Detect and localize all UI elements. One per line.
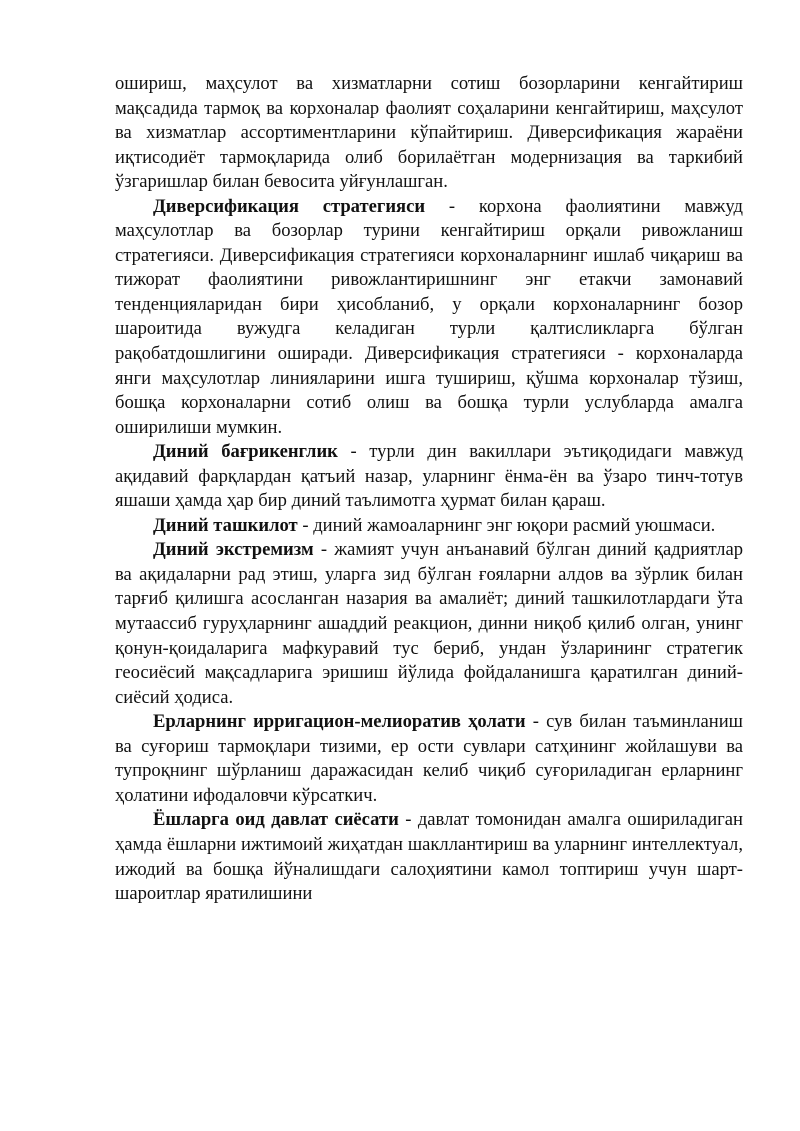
definition-term: Ерларнинг ирригацион-мелиоратив ҳолати: [153, 711, 526, 733]
definition-text: - диний жамоаларнинг энг юқори расмий уюшмаси.: [297, 514, 716, 536]
definition-land-irrigation-state: [115, 710, 743, 808]
definition-term: Ёшларга оид давлат сиёсати: [153, 809, 399, 831]
definition-diversification-strategy: [115, 195, 743, 440]
definition-term: Диний бағрикенглик: [153, 441, 338, 463]
definition-religious-organization: [115, 514, 743, 539]
document-page: [115, 72, 743, 907]
paragraph-text: ошириш, маҳсулот ва хизматларни сотиш бозорларини кенгайтириш мақсадида тармоқ ва корхоналар фаолият соҳаларини кенгайтириш, маҳсулот ва хизматлар ассортиментларини кўпайтириш. Диверсификация жараёни иқтисодиёт тармоқларида олиб борилаётган модернизация ва таркибий ўзгаришлар билан бевосита уйғунлашган.: [115, 73, 743, 193]
definition-term: Диний экстремизм: [153, 539, 314, 561]
definition-religious-extremism: [115, 538, 743, 710]
definition-term: Диний ташкилот: [153, 514, 298, 536]
definition-youth-state-policy: [115, 808, 743, 906]
definition-text: - жамият учун анъанавий бўлган диний қадриятлар ва ақидаларни рад этиш, уларга зид бўлган ғояларни алдов ва зўрлик билан тарғиб қилишга асосланган назария ва амалиёт; диний ташкилотлардаги ўта мутаассиб гуруҳларнинг ашаддий реакцион, динни ниқоб қилиб олган, унинг қонун-қоидаларига мафкуравий тус бериб, ундан ўзларининг стратегик геосиёсий мақсадларига эришиш йўлида фойдаланишга қаратилган диний-сиёсий ҳодиса.: [115, 539, 743, 708]
definition-religious-tolerance: [115, 440, 743, 514]
definition-term: Диверсификация стратегияси: [153, 195, 426, 217]
definition-text: - турли дин вакиллари эътиқодидаги мавжуд ақидавий фарқлардан қатъий назар, уларнинг ёнма-ён ва ўзаро тинч-тотув яшаши ҳамда ҳар бир диний таълимотга ҳурмат билан қараш.: [115, 441, 743, 512]
definition-text: - давлат томонидан амалга ошириладиган ҳамда ёшларни ижтимоий жиҳатдан шакллантириш ва уларнинг интеллектуал, ижодий ва бошқа йўналишдаги салоҳиятини камол топтириш учун шарт-шароитлар яратилишини: [115, 809, 743, 905]
paragraph-continuation: [115, 72, 743, 195]
definition-text: - сув билан таъминланиш ва суғориш тармоқлари тизими, ер ости сувлари сатҳининг жойлашуви ва тупроқнинг шўрланиш даражасидан келиб чиқиб суғориладиган ерларнинг ҳолатини ифодаловчи кўрсаткич.: [115, 711, 743, 806]
definition-text: - корхона фаолиятини мавжуд маҳсулотлар ва бозорлар турини кенгайтириш орқали ривожланиш стратегияси. Диверсификация стратегияси корхоналарнинг ишлаб чиқариш ва тижорат фаолиятини ривожлантиришнинг энг етакчи замонавий тенденцияларидан бири ҳисобланиб, у орқали корхоналарнинг бозор шароитида вужудга келадиган турли қалтисликларга бўлган рақобатдошлигини оширади. Диверсификация стратегияси - корхоналарда янги маҳсулотлар линияларини ишга тушириш, қўшма корхоналар тўзиш, бошқа корхоналарни сотиб олиш ва бошқа турли услубларда амалга оширилиши мумкин.: [115, 195, 743, 438]
